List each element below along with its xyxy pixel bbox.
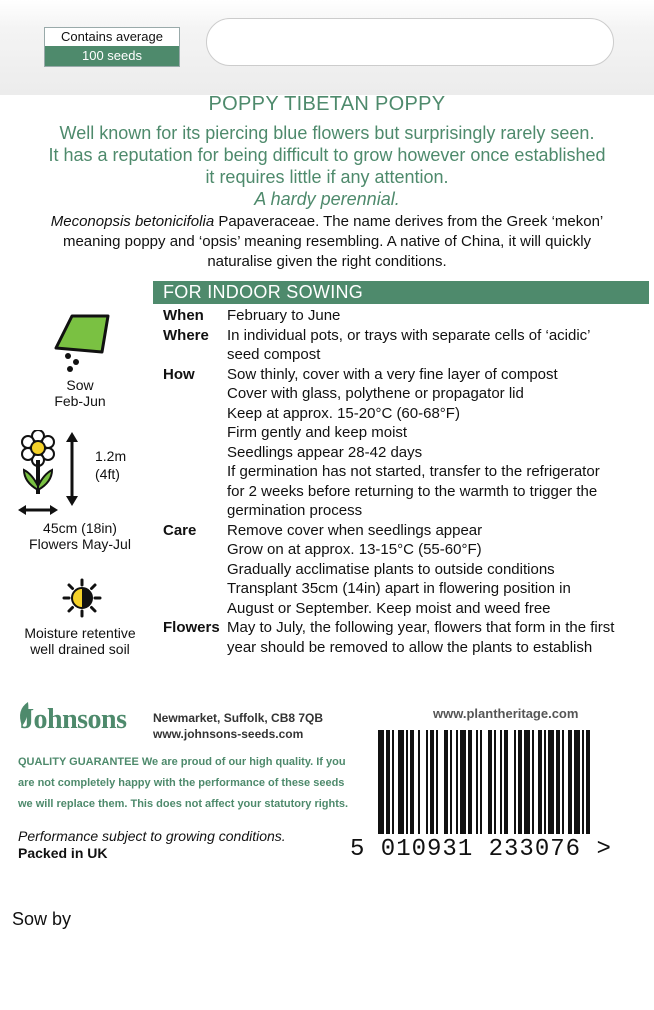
row-text: germination process <box>227 502 363 519</box>
barcode-bar <box>426 730 428 834</box>
barcode-bar <box>568 730 572 834</box>
barcode-bar <box>460 730 466 834</box>
barcode-bar <box>586 730 590 834</box>
barcode-bar <box>418 730 420 834</box>
barcode-bar <box>476 730 478 834</box>
barcode-bar <box>504 730 508 834</box>
row-text: If germination has not started, transfer to the refrigerator <box>227 463 600 480</box>
seed-packet-icon <box>52 312 110 376</box>
row-text: year should be removed to allow the plants to establish <box>227 638 593 656</box>
barcode-bar <box>436 730 438 834</box>
brand-address: Newmarket, Suffolk, CB8 7QB <box>153 711 324 725</box>
row-text: August or September. Keep moist and weed free <box>227 599 551 617</box>
row-label: How <box>163 365 195 383</box>
flowering-text: Flowers May-Jul <box>29 536 131 552</box>
guarantee-line: QUALITY GUARANTEE We are proud of our high quality. If you <box>18 756 346 768</box>
instruction-row-when <box>163 306 651 326</box>
seed-count-box <box>44 27 180 67</box>
botanical-line3: naturalise given the right conditions. <box>207 253 447 270</box>
barcode-bar <box>544 730 546 834</box>
barcode-bar <box>500 730 502 834</box>
barcode-bar <box>378 730 384 834</box>
row-text: Gradually acclimatise plants to outside conditions <box>227 560 555 578</box>
row-text: Firm gently and keep moist <box>227 424 408 441</box>
brand-website[interactable]: www.johnsons-seeds.com <box>153 727 304 741</box>
row-text: Sow thinly, cover with a very fine layer of compost <box>227 365 558 383</box>
quality-guarantee <box>18 752 348 815</box>
spread-caption <box>10 520 150 552</box>
barcode-bar <box>398 730 404 834</box>
instruction-row-care <box>163 521 651 619</box>
row-text: February to June <box>227 307 341 324</box>
intro-line: Well known for its piercing blue flowers but surprisingly rarely seen. <box>59 123 595 143</box>
sow-by-label: Sow by <box>12 909 72 929</box>
height-label <box>95 447 126 483</box>
barcode-bar <box>450 730 452 834</box>
barcode-bar <box>392 730 394 834</box>
guarantee-line: we will replace them. This does not affect your statutory rights. <box>18 798 349 810</box>
barcode-bar <box>444 730 448 834</box>
barcode-bar <box>406 730 408 834</box>
row-text: Remove cover when seedlings appear <box>227 521 483 539</box>
row-label: When <box>163 307 204 324</box>
barcode-bar <box>562 730 564 834</box>
barcode-bar <box>494 730 496 834</box>
packet-window <box>206 18 614 66</box>
height-imperial: (4ft) <box>95 466 120 482</box>
intro-line: It has a reputation for being difficult to grow however once established <box>48 145 606 165</box>
barcode-bar <box>524 730 530 834</box>
seed-count-line2: 100 seeds <box>45 46 179 66</box>
row-label: Care <box>163 521 197 539</box>
row-text: In individual pots, or trays with separate cells of ‘acidic’ <box>227 326 591 344</box>
barcode-bar <box>456 730 458 834</box>
spread-text: 45cm (18in) <box>43 520 117 536</box>
row-text: Grow on at approx. 13-15°C (55-60°F) <box>227 541 482 558</box>
barcode-bar <box>574 730 580 834</box>
barcode-bar <box>548 730 554 834</box>
packed-note: Packed in UK <box>18 845 108 861</box>
barcode-bar <box>468 730 472 834</box>
sow-caption-line2: Feb-Jun <box>54 393 106 409</box>
row-text: seed compost <box>227 346 321 363</box>
sow-caption-line1: Sow <box>66 377 94 393</box>
botanical-line2: meaning poppy and ‘opsis’ meaning resembling. A native of China, it will quickly <box>62 233 592 250</box>
intro-line: it requires little if any attention. <box>205 167 449 187</box>
barcode-bar <box>582 730 584 834</box>
instruction-row-where <box>163 326 651 365</box>
row-text: Transplant 35cm (14in) apart in flowering position in <box>227 580 571 597</box>
latin-name: Meconopsis betonicifolia <box>50 213 215 230</box>
barcode-bar <box>430 730 434 834</box>
row-text: for 2 weeks before returning to the warmth to trigger the <box>227 482 598 500</box>
intro-italic-line: A hardy perennial. <box>254 189 400 209</box>
instructions-table <box>163 306 651 657</box>
sow-caption <box>10 377 150 409</box>
barcode-bar <box>556 730 560 834</box>
barcode-bar <box>386 730 390 834</box>
barcode <box>378 730 630 834</box>
barcode-bar <box>518 730 522 834</box>
row-label: Flowers <box>163 619 220 636</box>
sun-partial-shade-icon <box>62 578 102 618</box>
barcode-bar <box>514 730 516 834</box>
row-text: May to July, the following year, flowers that form in the first <box>227 619 615 636</box>
barcode-bar <box>532 730 534 834</box>
instruction-row-how <box>163 365 651 521</box>
barcode-number: 5 010931 233076 > <box>350 836 612 863</box>
soil-line1: Moisture retentive <box>24 625 136 641</box>
row-text: Keep at approx. 15-20°C (60-68°F) <box>227 404 460 422</box>
soil-caption <box>10 625 150 657</box>
botanical-line1: Papaveraceae. The name derives from the Greek ‘mekon’ <box>214 213 604 230</box>
height-metric: 1.2m <box>95 448 127 464</box>
barcode-bar <box>538 730 542 834</box>
row-text: Cover with glass, polythene or propagator lid <box>227 385 524 402</box>
performance-note: Performance subject to growing conditions. <box>18 828 286 844</box>
row-label: Where <box>163 326 209 344</box>
soil-line2: well drained soil <box>30 641 130 657</box>
botanical-description <box>8 212 646 272</box>
seed-count-line1: Contains average <box>61 29 163 44</box>
barcode-bar <box>488 730 492 834</box>
barcode-bar <box>480 730 482 834</box>
page-title: POPPY TIBETAN POPPY <box>208 93 446 115</box>
heritage-url[interactable]: www.plantheritage.com <box>433 706 579 721</box>
intro-text <box>8 122 646 210</box>
brand-logo: Johnsons <box>20 704 127 735</box>
row-text: Seedlings appear 28-42 days <box>227 443 423 461</box>
guarantee-line: are not completely happy with the performance of these seeds <box>18 777 345 789</box>
instruction-row-flowers <box>163 618 651 657</box>
barcode-bar <box>410 730 414 834</box>
section-banner: FOR INDOOR SOWING <box>153 281 649 304</box>
